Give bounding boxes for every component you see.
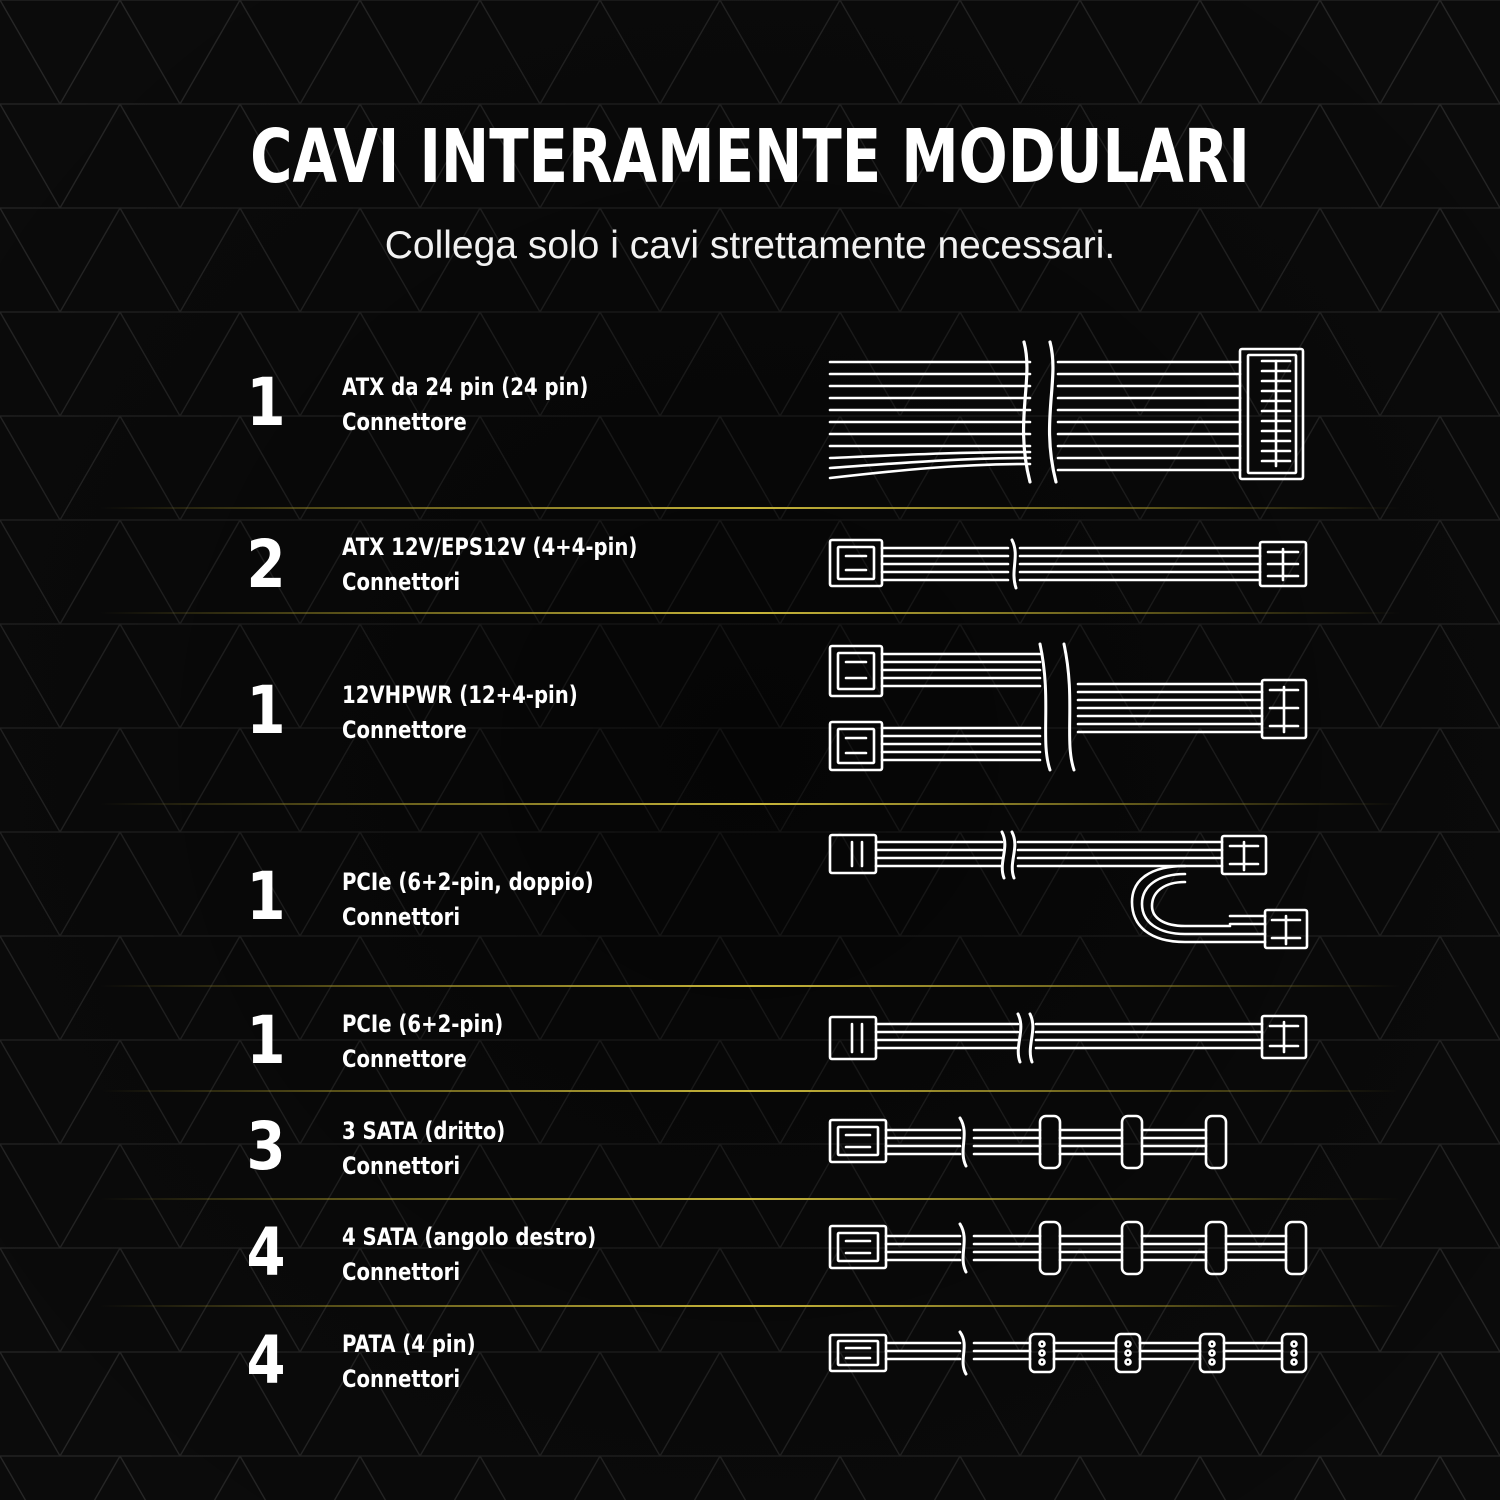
- cable-count: 1: [246, 1002, 286, 1079]
- page-title: CAVI INTERAMENTE MODULARI: [250, 114, 1250, 200]
- cable-connector-type: Connettori: [342, 903, 461, 931]
- cable-count: 4: [246, 1322, 286, 1399]
- row-divider: [100, 985, 1400, 987]
- cable-connector-type: Connettori: [342, 1365, 461, 1393]
- cable-name: PATA (4 pin): [342, 1330, 476, 1358]
- cable-name: PCIe (6+2-pin): [342, 1010, 504, 1038]
- row-divider: [100, 803, 1400, 805]
- row-divider: [100, 1090, 1400, 1092]
- cable-count: 1: [246, 364, 286, 441]
- row-divider: [100, 612, 1400, 614]
- cable-connector-type: Connettore: [342, 408, 467, 436]
- cable-label: [342, 1114, 686, 1184]
- cable-label: [342, 1220, 686, 1290]
- cable-connector-type: Connettore: [342, 1045, 467, 1073]
- cable-connector-type: Connettori: [342, 1152, 461, 1180]
- cable-label: [342, 530, 686, 600]
- cable-count: 2: [246, 526, 286, 603]
- cable-count: 1: [246, 858, 286, 935]
- cable-label: [342, 865, 686, 935]
- cable-name: PCIe (6+2-pin, doppio): [342, 868, 594, 896]
- cable-name: ATX 12V/EPS12V (4+4-pin): [342, 533, 638, 561]
- cable-connector-type: Connettore: [342, 716, 467, 744]
- cable-name: 4 SATA (angolo destro): [342, 1223, 597, 1251]
- page-subtitle: Collega solo i cavi strettamente necessari.: [384, 224, 1116, 267]
- cable-name: 3 SATA (dritto): [342, 1117, 506, 1145]
- cable-count: 1: [246, 672, 286, 749]
- cable-label: [342, 1327, 686, 1397]
- row-divider: [100, 1198, 1400, 1200]
- cable-name: ATX da 24 pin (24 pin): [342, 373, 589, 401]
- cable-count: 3: [246, 1108, 286, 1185]
- row-divider: [100, 1305, 1400, 1307]
- row-divider: [100, 507, 1400, 509]
- cable-name: 12VHPWR (12+4-pin): [342, 681, 578, 709]
- cable-connector-type: Connettori: [342, 568, 461, 596]
- cable-label: [342, 1007, 686, 1077]
- cable-count: 4: [246, 1214, 286, 1291]
- cable-label: [342, 678, 686, 748]
- cable-connector-type: Connettori: [342, 1258, 461, 1286]
- cable-label: [342, 370, 686, 440]
